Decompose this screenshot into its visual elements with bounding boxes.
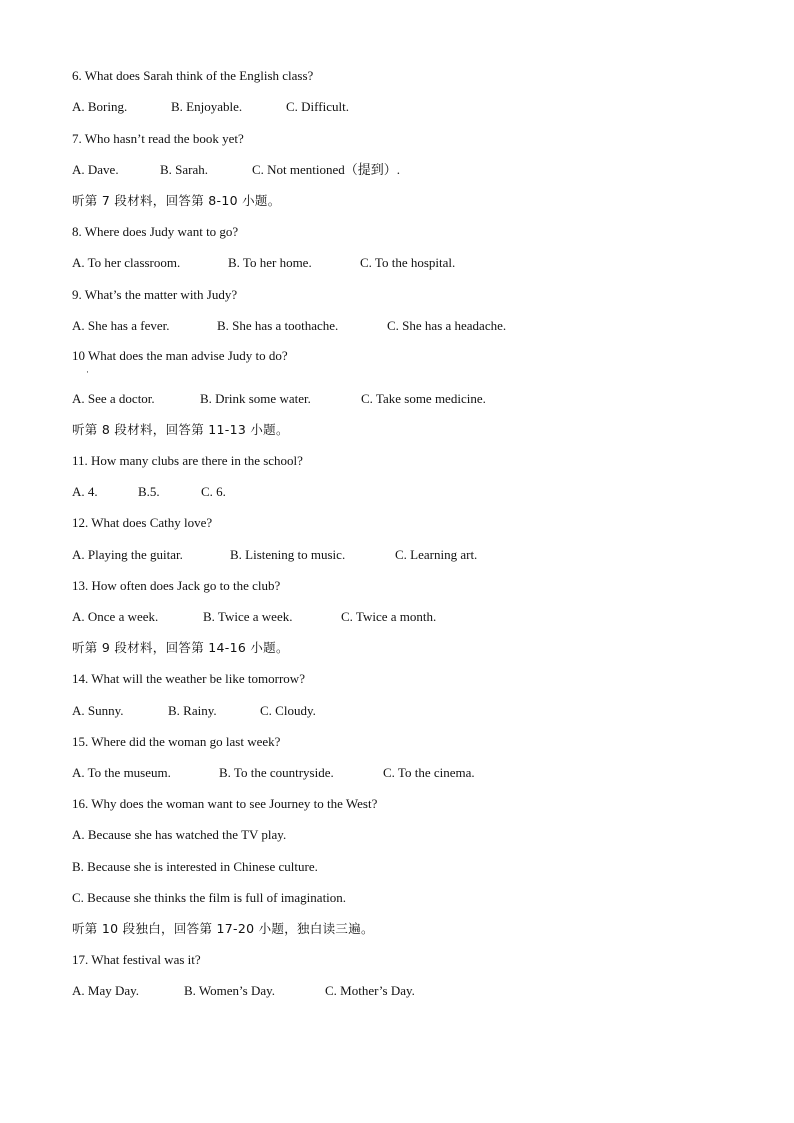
option-b: B. Women’s Day. bbox=[184, 983, 276, 998]
question-6-options bbox=[72, 99, 349, 115]
option-b: B. Rainy. bbox=[168, 703, 217, 718]
option-b: B. Twice a week. bbox=[203, 609, 293, 624]
question-8: 8. Where does Judy want to go? bbox=[72, 224, 239, 239]
option-a: A. Dave. bbox=[72, 162, 119, 177]
option-a: A. To the museum. bbox=[72, 765, 171, 780]
option-a: A. She has a fever. bbox=[72, 318, 170, 333]
option-b: B. To the countryside. bbox=[219, 765, 334, 780]
question-17-options bbox=[72, 983, 415, 999]
option-c: C. Learning art. bbox=[395, 547, 478, 562]
question-7-options bbox=[72, 162, 400, 178]
question-10-options bbox=[72, 391, 486, 407]
option-a: A. Playing the guitar. bbox=[72, 547, 183, 562]
option-c: C. To the hospital. bbox=[360, 255, 456, 270]
question-8-options bbox=[72, 255, 455, 271]
question-12: 12. What does Cathy love? bbox=[72, 515, 213, 530]
option-b: B. Sarah. bbox=[160, 162, 209, 177]
option-c: C. To the cinema. bbox=[383, 765, 475, 780]
section-heading-8: 听第 8 段材料，回答第 11-13 小题。 bbox=[72, 422, 289, 437]
option-a: A. Sunny. bbox=[72, 703, 124, 718]
option-b: B. To her home. bbox=[228, 255, 312, 270]
option-b: B. Listening to music. bbox=[230, 547, 346, 562]
option-c: C. Mother’s Day. bbox=[325, 983, 415, 998]
option-c: C. Cloudy. bbox=[260, 703, 316, 718]
option-a: A. See a doctor. bbox=[72, 391, 155, 406]
stray-dot: · bbox=[86, 367, 89, 377]
question-15: 15. Where did the woman go last week? bbox=[72, 734, 281, 749]
option-c: C. Take some medicine. bbox=[361, 391, 486, 406]
option-c: C. Difficult. bbox=[286, 99, 349, 114]
option-a: A. Boring. bbox=[72, 99, 128, 114]
option-b: B. She has a toothache. bbox=[217, 318, 339, 333]
section-heading-10: 听第 10 段独白，回答第 17-20 小题，独白读三遍。 bbox=[72, 921, 374, 936]
question-9-options bbox=[72, 318, 506, 334]
option-a: A. May Day. bbox=[72, 983, 140, 998]
question-7: 7. Who hasn’t read the book yet? bbox=[72, 131, 244, 146]
option-a: A. Once a week. bbox=[72, 609, 159, 624]
question-13-options bbox=[72, 609, 436, 625]
option-c: C. 6. bbox=[201, 484, 226, 499]
question-16-option-a: A. Because she has watched the TV play. bbox=[72, 827, 287, 842]
question-16-option-c: C. Because she thinks the film is full of imagination. bbox=[72, 890, 347, 905]
question-9: 9. What’s the matter with Judy? bbox=[72, 287, 238, 302]
option-b: B. Enjoyable. bbox=[171, 99, 243, 114]
question-6: 6. What does Sarah think of the English class? bbox=[72, 68, 314, 83]
option-a: A. To her classroom. bbox=[72, 255, 181, 270]
question-17: 17. What festival was it? bbox=[72, 952, 201, 967]
section-heading-7: 听第 7 段材料，回答第 8-10 小题。 bbox=[72, 193, 281, 208]
question-14: 14. What will the weather be like tomorrow? bbox=[72, 671, 305, 686]
option-c: C. Twice a month. bbox=[341, 609, 437, 624]
question-16-option-b: B. Because she is interested in Chinese culture. bbox=[72, 859, 318, 874]
section-heading-9: 听第 9 段材料，回答第 14-16 小题。 bbox=[72, 640, 289, 655]
option-b: B. Drink some water. bbox=[200, 391, 311, 406]
option-c: C. Not mentioned（提到）. bbox=[252, 162, 401, 177]
question-12-options bbox=[72, 547, 477, 563]
question-10: 10 What does the man advise Judy to do? bbox=[72, 348, 288, 363]
option-a: A. 4. bbox=[72, 484, 98, 499]
option-b: B.5. bbox=[138, 484, 160, 499]
question-14-options bbox=[72, 703, 316, 719]
question-16: 16. Why does the woman want to see Journey to the West? bbox=[72, 796, 378, 811]
question-15-options bbox=[72, 765, 475, 781]
question-11: 11. How many clubs are there in the school? bbox=[72, 453, 303, 468]
option-c: C. She has a headache. bbox=[387, 318, 507, 333]
question-13: 13. How often does Jack go to the club? bbox=[72, 578, 281, 593]
question-11-options bbox=[72, 484, 226, 500]
